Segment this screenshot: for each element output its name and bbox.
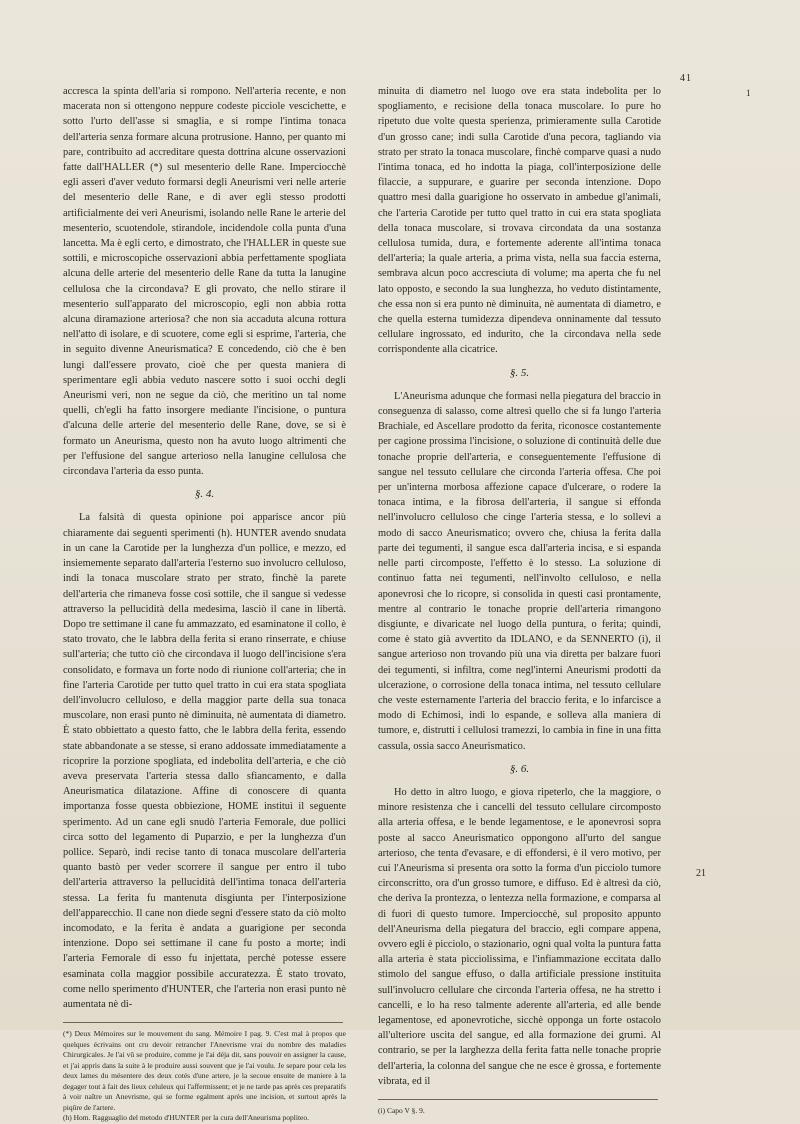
footnote-star: (*) Deux Mémoires sur le mouvement du sang. Mémoire I pag. 9. C'est mal à propos que quelques écrivains ont cru devoir retrancher l'Anevrisme vrai du nombre des maladies Chirurgicales. Je l'ai vû se produire, comme je l'ai déja dit, sans pouvoir en assigner la cause, et j'ai appris dans la suite à le produire aussi souvent que je l'ai voulu. Je separe pour cela les deux lames du mésentere des deux cotés d'une artere, je la secoue ensuite de maniere à la degager tout à fait des lieux celuleux qui l'affermissent; et je ne tarde pas après ces preparatifs à voir naître un Anevrisme, qui se forme egalment après une incision, et surtout après la piqûre de l'artere. [63, 1029, 346, 1112]
section-heading-4: §. 4. [194, 488, 215, 501]
footnote-rule-right [378, 1099, 658, 1100]
footnote-h: (h) Hom. Ragguaglio del metodo d'HUNTER per la cura dell'Aneurisma popliteo. [63, 1113, 309, 1123]
right-paragraph-1: minuita di diametro nel luogo ove era stata indebolita per lo spogliamento, e recisione della tonaca muscolare. Io pure ho ripetuto due volte questa sperienza, primieramente sulla Carotide d'un grosso cane; indi sulla Carotide d'una pecora, tagliando via strato per strato la tonaca muscolare, finchè comparve quasi a nudo l'intima tonaca, ed ho indotta la piaga, coll'interposizione delle filaccie, a suppurare, e guarire per seconda intenzione. Dopo quattro mesi dalla guarigione ho osservato in ambedue gl'animali, che l'arteria Carotide per tutto quel tratto in cui era stata spogliata della tonaca muscolare, si trovava circondata da una sostanza cellulosa tumida, dura, e fortemente aderente all'intima tonaca dell'arteria; la quale arteria, a prima vista, nella sua faccia esterna, sembrava alcun poco accresciuta di volume; ma aperta che fu nel lato opposto, e secondo la sua lunghezza, ho veduto distintamente, che essa non si era punto nè diminuita, nè aumentata di diametro, e che quella esterna tumidezza dipendeva onninamente dal tessuto cellulare ingrossato, ed indurito, che la circondava nella sede corrispondente alla cicatrice. [378, 86, 661, 356]
left-column [63, 84, 346, 1124]
margin-mark: 1 [746, 88, 751, 98]
right-paragraph-3: Ho detto in altro luogo, e giova ripeterlo, che la maggiore, o minore resistenza che i cancelli del tessuto cellulare circomposto alla arteria offesa, e le bende legamentose, e le aponevrosi sopra poste al sacco Aneurismatico oppongono all'urto del sangue arterioso, che tenta d'evasare, e di effondersi, è il vero motivo, per cui l'Aneurisma si presenta ora sotto la forma d'un picciolo tumore circonscritto, ora d'un grosso tumore, e diffuso. Ed è altresì da ciò, che deriva la prontezza, o lentezza nella formazione, e comparsa al di fuori di questo tumore. Imperciocchè, sul proposito appunto dell'Aneurisma della piegatura del braccio, egli compare appena, ovvero egli è picciolo, o stazionario, ogni qual volta la puntura fatta alla arteria è stata picciolissima, e l'infiammazione eccitata dallo stimolo del sangue effuso, o dalla artificiale pressione instituita sull'involucro cellulare che circonda l'arteria offesa, ne ha stretto i cancelli, e lo ha reso talmente aderente all'arteria, ed alle bende legamentose, ed aponevrotiche, sicchè opponga un forte ostacolo all'ulteriore uscita del sangue, ed alla formazione dei grumi. Al contrario, se per la larghezza della ferita fatta nelle tonache proprie dell'arteria, la colonna del sangue che ne esce è grossa, e fortemente vibrata, ed il [378, 786, 661, 1087]
footnote-rule [63, 1022, 343, 1023]
right-column [378, 84, 661, 1117]
section-heading-5: §. 5. [509, 366, 530, 379]
folio-number: 41 [680, 73, 692, 84]
left-paragraph-2: La falsità di questa opinione poi apparisce ancor più chiaramente dai seguenti sperimenti (h). HUNTER avendo snudata in un cane la Carotide per la lunghezza d'un pollice, e mezzo, ed insiememente separato dall'arteria l'esterno suo involucro celluloso, indi la tonaca muscolare strato per strato, finchè la parete dell'arteria che rimaneva fosse così sottile, che il sangue si vedesse attraverso la pellucidità della medesima, lasciò il cane in libertà. Dopo tre settimane il cane fu ammazzato, ed esaminatone il collo, è stato trovato, che le labbra della ferita si erano rinserrate, e chiuse sull'arteria; che tutto ciò che circondava il luogo dell'incisione s'era consolidato, e formava un forte nodo di riunione coll'arteria; che in fine l'arteria Carotide per tutto quel tratto in cui era stata spogliata dell'involucro celluloso, e della maggior parte della sua tonaca muscolare, non erasi punto nè diminuita, nè aumentata di diametro. È stato obbiettato a questo fatto, che le labbra della ferita, essendo state abbandonate a se stesse, si erano addossate immediatamente a ricoprire la porzione spogliata, ed indebolita dell'arteria, e che ciò aveva preservata l'arteria stessa dallo sfiancamento, e dalla Aneurismatica dilatazione. Affine di conoscere di quanta importanza fosse questa obbiezione, HOME instituì il seguente sperimento. Ad un cane egli snudò l'arteria Femorale, due pollici circa sotto del legamento di Puparzio, e per la lunghezza d'un pollice. Separò, indi recise tanto di tonaca muscolare dell'arteria quanto bastò per veder scorrere il sangue per entro il tubo dell'arteria attraverso la pellucidità dell'intima tonaca dell'arteria stessa. La ferita fu mantenuta disgiunta per l'interposizione dell'apparecchio. Il cane non diede segni d'essere stato da ciò molto incomodato, e la ferita è andata a guarigione per seconda intenzione. Dopo sei settimane il cane fu posto a morte; indi l'arteria Femorale di esso fu injettata, perchè potesse essere esaminata colla maggior possibile accuratezza. È stato trovato, come nello sperimento d'HUNTER, che l'arteria non erasi punto nè aumentata nè di- [63, 512, 346, 1010]
section-heading-6: §. 6. [509, 762, 530, 775]
left-paragraph-1: accresca la spinta dell'aria si rompono. Nell'arteria recente, e non macerata non si ottengono neppure codeste picciole vescichette, e sotto l'urto dell'asse si smaglia, e si rompe l'intima tonaca dell'arteria senza formare alcuna protrusione. Hanno, per quanto mi pare, contribuito ad accreditare questa dottrina alcune osservazioni fatte dall'HALLER (*) sul mesenterio delle Rane. Imperciocchè egli asserì d'aver veduto formarsi degli Aneurismi veri nelle arterie del mesenterio delle Rane, e di aver egli stesso prodotti artificialmente dei veri Aneurismi, isolando nelle Rane le arterie del mesenterio, scuotendole, stirandole, incidendole colla punta d'una lancetta. Ma è egli certo, e dimostrato, che l'HALLER in queste sue sottili, e microscopiche osservazioni abbia perfettamente spogliata alcuna delle arterie del mesenterio delle Rane da tutta la lanugine cellulosa che la circondava? E gli provato, che nello stirare il mesenterio sull'apparato del microscopio, egli non abbia rotta alcuna diramazione arteriosa? che non sia accaduta alcuna rottura nell'atto di isolare, e di scuotere, come egli si esprime, l'arteria, che in seguito divenne Aneurismatica? E concedendo, ciò che è ben lungi dall'essere provato, cioè che per questa maniera di sperimentare egli abbia veduto nascere sotto i suoi occhi degli Aneurismi veri, non ne segue da ciò, che meritino un tal nome quelli, ch'egli ha fatto insorgere mediante l'incisione, o puntura d'alcuna delle arterie del mesenterio delle Rane, dove, se si è formato un Aneurisma, questo non ha avuto luogo altrimenti che per l'effusione del sangue arterioso nella lanugine cellulosa che circondava l'arteria da esso punta. [63, 86, 346, 478]
page-number: 21 [696, 868, 706, 879]
right-paragraph-2: L'Aneurisma adunque che formasi nella piegatura del braccio in conseguenza di salasso, come altresì quello che si fa lungo l'arteria Brachiale, ed Ascellare prodotto da ferita, riconosce costantemente per cagione prossima l'incisione, o soluzione di continuità delle due tonache proprie dell'arteria, e conseguentemente l'effusione di sangue nel tessuto cellulare che circonda l'arteria offesa. Che poi per un'interna morbosa affezione capace d'ulcerare, o rodere la tonaca intima, e la fibrosa dell'arteria, il sangue si effonda nell'involucro celluloso che cinge l'arteria stessa, e lo sollevi a modo di sacco Aneurismatico; ovvero che, chiusa la ferita dalla parte dei tegumenti, il sangue esca dall'arteria incisa, e si espanda nelle parti circomposte, l'effetto è lo stesso. La soluzione di continuo fatta nei tegumenti, nell'involto celluloso, e nella aponevrosi che lo ricopre, si consolida in questi casi prontamente, mentre al contrario le tonache proprie dell'arteria rimangono disgiunte, e divaricate nel luogo della puntura, o ferita; quindi, come è stato già avvertito da IDLANO, e da SENNERTO (i), il sangue arterioso non trovando più una via diretta per balzare fuori dei tegumenti, si infiltra, come negl'interni Aneurismi prodotti da ulcerazione, o corrosione della tonaca intima, nel tessuto cellulare che veste esternamente l'arteria del braccio ferita, e lo infarcisce a modo di Echimosi, indi lo espande, e solleva alla maniera di tumore, e, distrutti i cellulosi tramezzi, lo cambia in fine in una fitta cassula, ossia sacco Aneurismatico. [378, 390, 661, 752]
footnote-i: (i) Capo V §. 9. [378, 1106, 425, 1115]
